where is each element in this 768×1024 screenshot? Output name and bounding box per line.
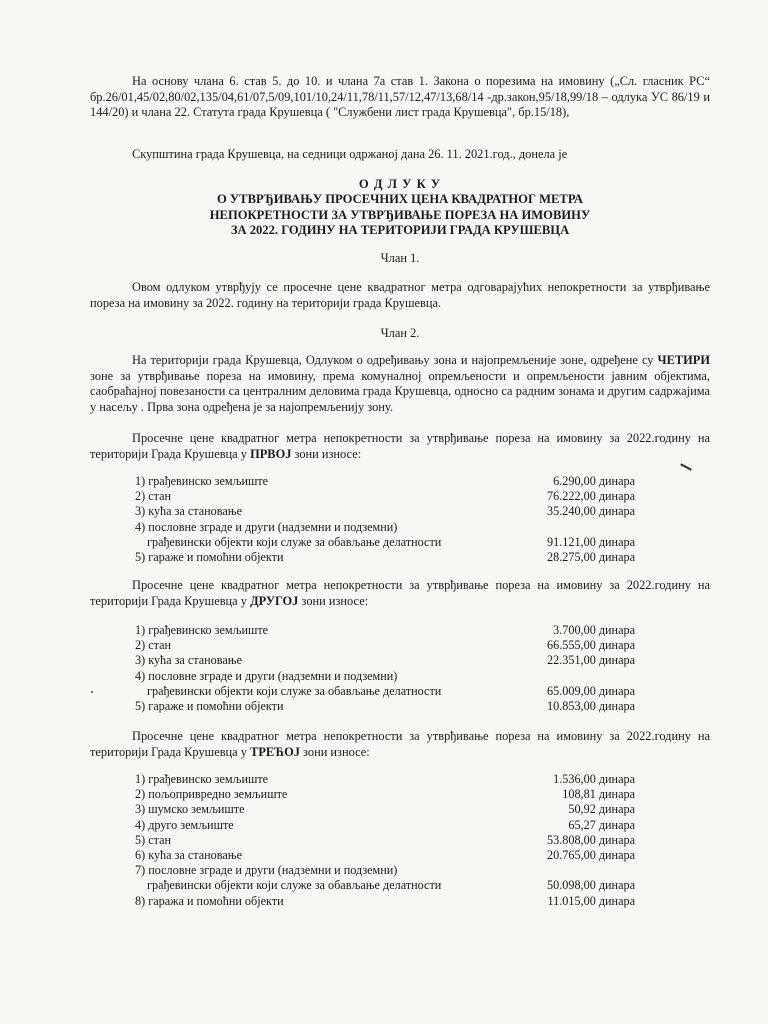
title-line-3: НЕПОКРЕТНОСТИ ЗА УТВРЂИВАЊЕ ПОРЕЗА НА ИМОВИНУ <box>209 207 591 222</box>
article-1-heading: Члан 1. <box>380 251 420 265</box>
price-value: 28.275,00 динара <box>547 549 635 564</box>
property-type-label: 2) пољопривредно земљиште <box>135 787 288 802</box>
price-row <box>135 550 665 565</box>
zone-3-price-list <box>135 772 665 909</box>
property-type-label: 2) стан <box>135 638 172 653</box>
price-value: 1.536,00 динара <box>553 772 635 786</box>
price-row <box>135 489 665 504</box>
preamble-paragraph: На основу члана 6. став 5. до 10. и члана 7а став 1. Закона о порезима на имовину („Сл. гласник РС“ бр.26/01,45/02,80/02,135/04,61/07,5/09,101/10,24/11,78/11,57/12,47/13,68/14 -др.закон,95/18,99/18 – одлука УС 86/19 и 144/20) и члана 22. Статута града Крушевца ( "Службени лист града Крушевца", бр.15/18), <box>90 74 710 120</box>
property-type-label: 2) стан <box>135 489 172 504</box>
price-row <box>135 772 665 787</box>
article-1-text: Овом одлуком утврђују се просечне цене квадратног метра одговарајућих непокретности за утврђивање пореза на имовину за 2022. годину на територији града Крушевца. <box>90 280 710 310</box>
property-type-label: 3) кућа за становање <box>135 653 242 668</box>
zone-1-name: ПРВОЈ <box>250 446 292 461</box>
zone-3-name: ТРЕЋОЈ <box>250 744 300 759</box>
article-2-text <box>90 353 710 415</box>
price-value: 6.290,00 динара <box>553 474 635 488</box>
zone-count: ЧЕТИРИ <box>657 353 710 367</box>
price-row <box>135 638 665 653</box>
price-row <box>135 833 665 848</box>
property-type-label: грађевински објекти који служе за обављање делатности <box>147 534 442 549</box>
price-row <box>135 535 665 550</box>
price-value: 50,92 динара <box>568 802 635 817</box>
price-value: 91.121,00 динара <box>547 534 635 549</box>
property-type-label: 4) пословне зграде и други (надземни и подземни) <box>135 519 398 534</box>
scan-mark <box>680 463 692 470</box>
zone-1-intro <box>90 431 710 462</box>
price-row <box>135 863 665 878</box>
property-type-label: 5) гараже и помоћни објекти <box>135 549 284 564</box>
price-row <box>135 699 665 714</box>
property-type-label: 3) шумско земљиште <box>135 802 245 817</box>
title-line-4: ЗА 2022. ГОДИНУ НА ТЕРИТОРИЈИ ГРАДА КРУШЕВЦА <box>230 223 570 238</box>
price-value: 10.853,00 динара <box>547 698 635 713</box>
property-type-label: 1) грађевинско земљиште <box>135 474 269 488</box>
property-type-label: 1) грађевинско земљиште <box>135 772 269 786</box>
price-row <box>135 802 665 817</box>
zone-2-price-list <box>135 623 665 714</box>
decision-title <box>90 177 710 239</box>
price-row <box>135 787 665 802</box>
zone-1-intro-a: Просечне цене квадратног метра непокретности за утврђивање пореза на имовину за 2022.годину на територији Града Крушевца у <box>90 431 710 461</box>
property-type-label: 5) гараже и помоћни објекти <box>135 698 284 713</box>
article-2-heading: Члан 2. <box>380 326 420 340</box>
zone-3-intro-a: Просечне цене квадратног метра непокретности за утврђивање пореза на имовину за 2022.годину на територији Града Крушевца у <box>90 729 710 759</box>
property-type-label: грађевински објекти који служе за обављање делатности <box>147 683 442 698</box>
zone-2-intro-a: Просечне цене квадратног метра непокретности за утврђивање пореза на имовину за 2022.годину на територији Града Крушевца у <box>90 578 710 608</box>
price-value: 65,27 динара <box>568 817 635 832</box>
price-row <box>135 818 665 833</box>
property-type-label: 5) стан <box>135 832 172 847</box>
price-value: 65.009,00 динара <box>547 683 635 698</box>
price-value: 35.240,00 динара <box>547 504 635 519</box>
price-row <box>135 520 665 535</box>
property-type-label: 7) пословне зграде и други (надземни и подземни) <box>135 863 398 878</box>
zone-2-intro <box>90 578 710 609</box>
zone-3-intro-b: зони износе: <box>303 744 370 759</box>
zone-1-intro-b: зони износе: <box>294 446 362 461</box>
price-value: 3.700,00 динара <box>553 623 635 637</box>
price-value: 108,81 динара <box>562 787 635 802</box>
price-value: 50.098,00 динара <box>547 878 635 893</box>
article-2-text-a: На територији града Крушевца, Одлуком о одређивању зона и најопремљеније зоне, одређене су <box>132 353 654 367</box>
property-type-label: 4) пословне зграде и други (надземни и подземни) <box>135 668 398 683</box>
price-value: 20.765,00 динара <box>547 847 635 862</box>
property-type-label: грађевински објекти који служе за обављање делатности <box>147 878 442 893</box>
zone-1-price-list <box>135 474 665 565</box>
property-type-label: 4) друго земљиште <box>135 817 234 832</box>
price-row <box>135 894 665 909</box>
zone-2-name: ДРУГОЈ <box>250 593 299 608</box>
price-row <box>135 669 665 684</box>
scan-dot <box>91 691 93 693</box>
zone-2-intro-b: зони износе: <box>301 593 369 608</box>
property-type-label: 8) гаража и помоћни објекти <box>135 893 284 908</box>
assembly-paragraph: Скупштина града Крушевца, на седници одржаној дана 26. 11. 2021.год., донела је <box>132 147 568 161</box>
zone-3-intro <box>90 729 710 760</box>
price-row <box>135 474 665 489</box>
price-value: 11.015,00 динара <box>547 893 635 908</box>
property-type-label: 1) грађевинско земљиште <box>135 623 269 637</box>
price-row <box>135 504 665 519</box>
price-value: 22.351,00 динара <box>547 653 635 668</box>
property-type-label: 6) кућа за становање <box>135 847 242 862</box>
price-row <box>135 848 665 863</box>
property-type-label: 3) кућа за становање <box>135 504 242 519</box>
price-value: 66.555,00 динара <box>547 638 635 653</box>
price-row <box>135 878 665 893</box>
price-value: 76.222,00 динара <box>547 489 635 504</box>
title-line-2: О УТВРЂИВАЊУ ПРОСЕЧНИХ ЦЕНА КВАДРАТНОГ МЕТРА <box>216 192 583 207</box>
price-value: 53.808,00 динара <box>547 832 635 847</box>
price-row <box>135 623 665 638</box>
article-2-text-b: зоне за утврђивање пореза на имовину, према комуналној опремљености и опремљености јавним објектима, саобраћајној повезаности са централним деловима града Крушевца, односно са радним зонама и другим садржајима у насељу . Прва зона одређена је за најопремљенију зону. <box>90 368 710 414</box>
title-line-1: О Д Л У К У <box>358 177 442 191</box>
price-row <box>135 684 665 699</box>
price-row <box>135 653 665 668</box>
